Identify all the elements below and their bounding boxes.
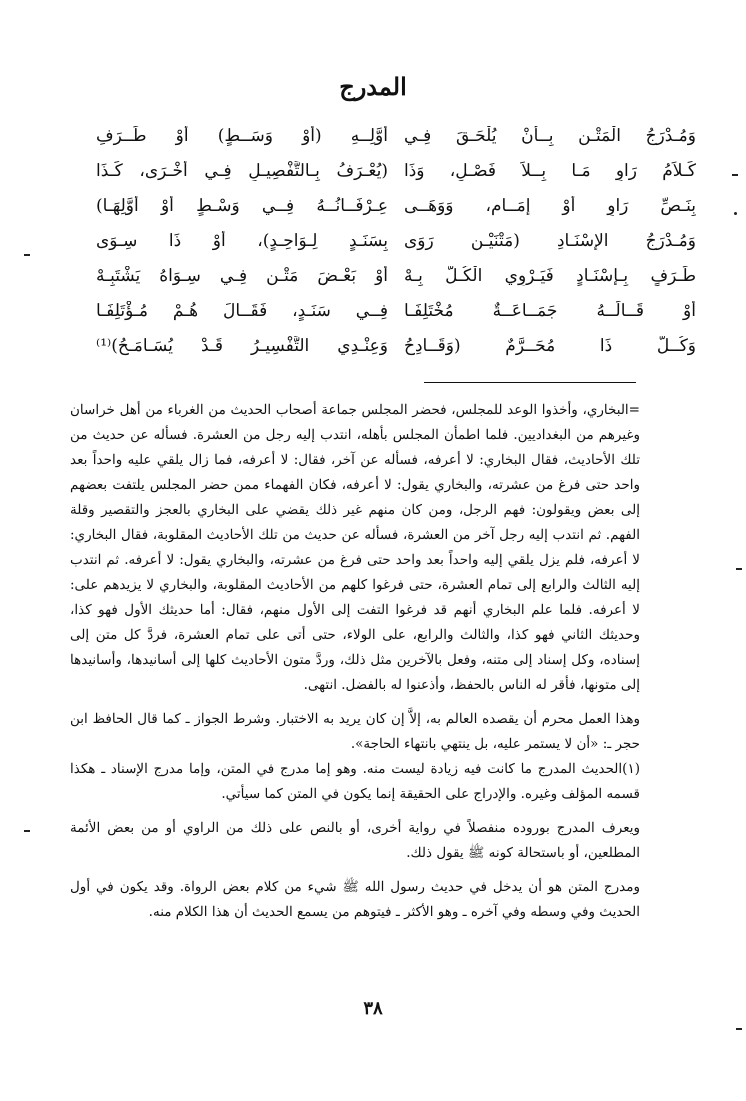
verse-second-hemistich: عِـرْفَــانُــهُ فِــي وَسْـطٍ أَوْ أَوَّلِهَـا): [96, 195, 388, 216]
poem-verses: [96, 118, 696, 368]
footnote-paragraph: (١)الحديث المدرج ما كانت فيه زيادة ليست منه. وهو إما مدرج في المتن، وإما مدرج الإسناد ـ هكذا قسمه المؤلف وغيره. والإدراج على الحقيقة إنما يكون في المتن كما سيأتي.: [70, 761, 640, 802]
verse-line: [96, 328, 696, 363]
verse-first-hemistich: أَوْ قَــالَــهُ جَمَــاعَــةٌ مُخْتَلِفَـا: [404, 300, 696, 321]
chapter-title: المدرج: [339, 72, 407, 101]
commentary-paragraph: =البخاري، وأخذوا الوعد للمجلس، فحضر المجلس جماعة أصحاب الحديث من الغرباء من أهل خراسان وغيرهم من البغداديين. فلما اطمأن المجلس بأهله، انتدب إليه رجل من العشرة. فسأله عن حديث من تلك الأحاديث، فقال البخاري: لا أعرفه، فسأله عن آخر، فقال: لا أعرفه، فما زال يلقي عليه واحداً بعد واحد حتى فرغ من عشرته، والبخاري يقول: لا أعرفه، فكان الفهماء ممن حضر المجلس يلتفت بعضهم إلى بعض ويقولون: فهم الرجل، ومن كان منهم غير ذلك يقضي على البخاري بالعجز والتقصير وقلة الفهم. ثم انتدب إليه رجل آخر من العشرة، فسأله عن حديث من تلك الأحاديث المقلوبة، فقال البخاري: لا أعرفه، فلم يزل يلقي إليه واحداً بعد واحد حتى فرغ من عشرته، والبخاري يقول: لا أعرفه. ثم انتدب إليه الثالث والرابع إلى تمام العشرة، حتى فرغوا كلهم من الأحاديث المقلوبة، والبخاري لا يزيدهم على: لا أعرفه. فلما علم البخاري أنهم قد فرغوا التفت إلى الأول منهم، فقال: أما حديثك الأول فهو كذا، وحديثك الثاني فهو كذا، والثالث والرابع، على الولاء، حتى أتى على تمام العشرة، فردَّ كل متن إلى إسناده، وكل إسناد إلى متنه، وفعل بالآخرين مثل ذلك، وردَّ متون الأحاديث كلها إلى أسانيدها، وأسانيدها إلى متونها، فأقر له الناس بالحفظ، وأذعنوا له بالفضل. انتهى.: [70, 402, 640, 693]
verse-line: [96, 258, 696, 293]
verse-second-hemistich: أَوْ بَعْـضَ مَتْـنٍ فِـي سِـوَاهُ يَشْتَبِـهْ: [96, 265, 388, 286]
commentary-paragraph: وهذا العمل محرم أن يقصده العالم به، إلاَّ إن كان يريد به الاختبار. وشرط الجواز ـ كما قال الحافظ ابن حجر ـ: «أن لا يستمر عليه، بل ينتهي بانتهاء الحاجة».: [70, 711, 640, 752]
margin-mark: [736, 568, 742, 570]
verse-line: [96, 223, 696, 258]
verse-line: [96, 293, 696, 328]
verse-second-hemistich: أَوَّلِــهِ (أَوْ وَسَــطٍ) أَوْ طَــرَفِ: [96, 125, 388, 146]
margin-mark: [24, 830, 30, 832]
verse-first-hemistich: وَمُـدْرَجُ الإِسْنَـادِ (مَتْنَيْـنِ رَوَى: [404, 230, 696, 251]
margin-mark: [736, 1028, 742, 1030]
verse-first-hemistich: طَـرَفٍ بِـإِسْنَـادٍ فَيَـرْوِي الْكُـلَّ بِـهْ: [404, 265, 696, 286]
footnote-divider: [424, 382, 636, 383]
verse-line: [96, 188, 696, 223]
verse-second-hemistich: (يُعْـرَفُ بِـالتَّفْصِيـلِ فِـي أُخْـرَى، كَـذَا: [96, 160, 388, 181]
verse-line: [96, 118, 696, 153]
verse-line: [96, 153, 696, 188]
commentary-text: [70, 398, 640, 925]
verse-second-hemistich: وَعِنْـدِي التَّفْسِيـرُ قَـدْ يُسَـامَـحُ)⁽¹⁾: [96, 335, 388, 356]
margin-mark: [732, 174, 738, 176]
verse-first-hemistich: وَكُــلُّ ذَا مُحَــرَّمٌ (وَقَــادِحُ: [404, 335, 696, 356]
verse-second-hemistich: بِسَنَـدٍ لِـوَاحِـدٍ)، أَوْ ذَا سِـوَى: [96, 230, 388, 251]
margin-dot: [734, 212, 737, 215]
page-number: ٣٨: [363, 998, 383, 1019]
verse-first-hemistich: وَمُـدْرَجُ الْمَتْـنِ بِــأَنْ يُلْحَـقَ فِـي: [404, 125, 696, 146]
verse-second-hemistich: فِــي سَنَـدٍ، فَقَــالَ هُـمْ مُـؤْتَلِفَـا: [96, 300, 388, 321]
margin-mark: [24, 254, 30, 256]
verse-first-hemistich: كَـلاَمُ رَاوٍ مَـا بِــلاَ فَصْـلٍ، وَذَا: [404, 160, 696, 181]
verse-first-hemistich: بِنَـصِّ رَاوٍ أَوْ إِمَــامٍ، وَوَهَــى: [404, 195, 696, 216]
commentary-paragraph: ويعرف المدرج بوروده منفصلاً في رواية أخرى، أو بالنص على ذلك من الراوي أو من بعض الأئمة المطلعين، أو باستحالة كونه ﷺ يقول ذلك.: [70, 820, 640, 861]
commentary-paragraph: ومدرج المتن هو أن يدخل في حديث رسول الله ﷺ شيء من كلام بعض الرواة. وقد يكون في أول الحديث وفي وسطه وفي آخره ـ وهو الأكثر ـ فيتوهم من يسمع الحديث أن هذا الكلام منه.: [70, 879, 640, 920]
